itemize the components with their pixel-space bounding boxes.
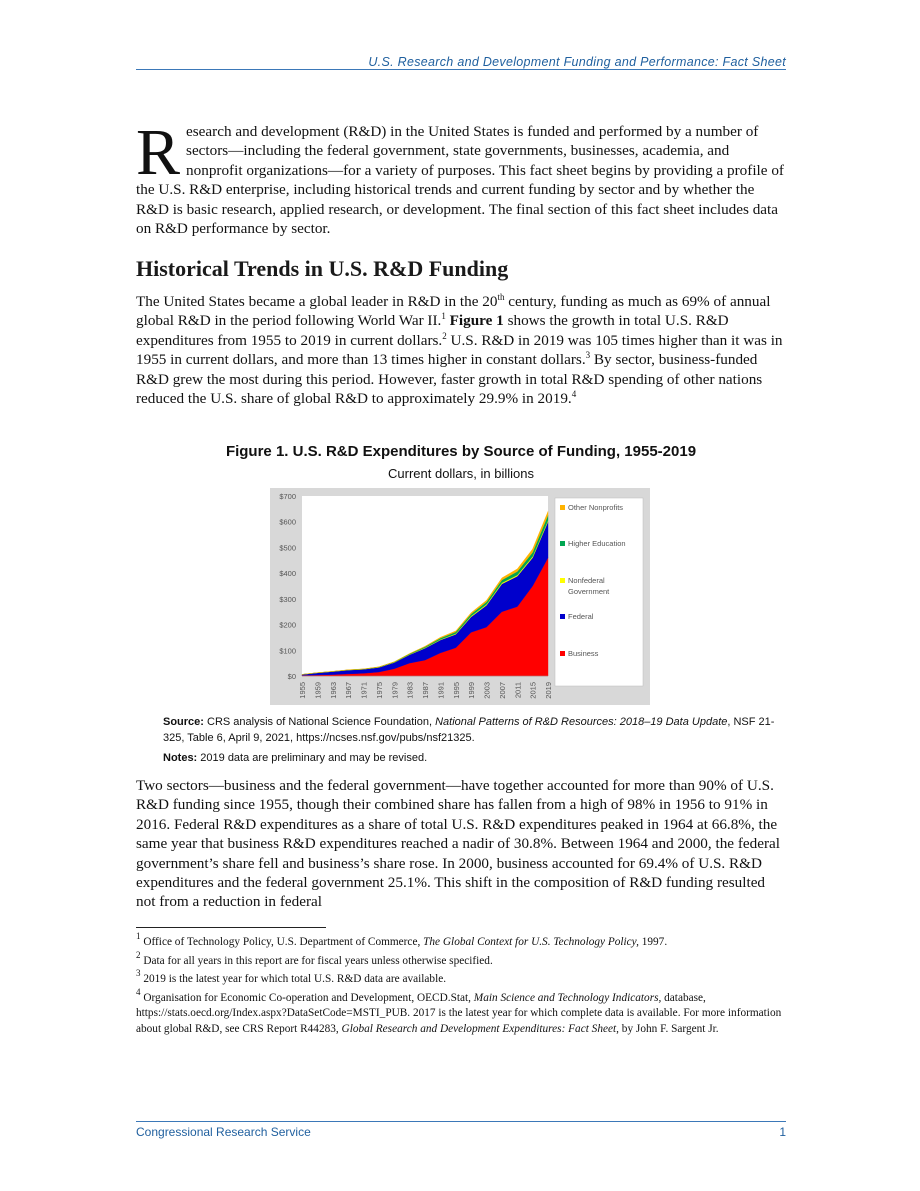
footer-org: Congressional Research Service	[136, 1125, 311, 1139]
x-tick-label: 1963	[328, 682, 338, 699]
x-tick-label: 1955	[298, 682, 307, 699]
footnote-text: 1997.	[638, 936, 668, 948]
y-tick-label: $200	[279, 620, 296, 630]
x-tick-label: 2003	[482, 682, 492, 699]
running-head: U.S. Research and Development Funding and Performance: Fact Sheet	[368, 55, 786, 69]
footnote-num: 2	[136, 949, 141, 960]
x-tick-label: 2015	[528, 682, 538, 699]
x-tick-label: 2011	[513, 682, 523, 699]
p1-text-d: shows the growth in total U.S. R&D expenditures from 1955 to 2019 in current dollars.	[136, 312, 729, 349]
footnotes	[136, 931, 786, 1040]
x-tick-label: 1979	[390, 682, 400, 699]
footnote-text: Office of Technology Policy, U.S. Department of Commerce,	[143, 936, 424, 948]
y-tick-label: $300	[279, 594, 296, 604]
chart-container	[270, 488, 650, 705]
legend-swatch	[560, 541, 565, 546]
legend-swatch	[560, 614, 565, 619]
footnote-ref-4[interactable]: 4	[571, 389, 577, 400]
p1-text-f: By sector, business-funded R&D grew the most during this period. However, faster growth in total R&D spending of other nations reduced the U.S. share of global R&D to approximately 29.9% in 2019.	[136, 351, 763, 408]
footnote-ref-2[interactable]: 2	[442, 330, 447, 341]
legend-swatch	[560, 505, 565, 510]
x-tick-label: 1999	[467, 682, 477, 699]
footnote-italic: The Global Context for U.S. Technology Policy,	[423, 936, 639, 948]
x-tick-label: 1971	[359, 682, 369, 699]
legend-label: Federal	[568, 612, 594, 621]
p1-text-b: century, funding as much as 69% of annual global R&D in the period following World War II.	[136, 293, 771, 330]
y-tick-label: $700	[279, 492, 296, 501]
page-number: 1	[779, 1125, 786, 1139]
paragraph-2: Two sectors—business and the federal government—have together accounted for more than 90% of U.S. R&D funding since 1955, though their combined share has fallen from a high of 98% in 1956 to 91% in 2016. Federal R&D expenditures as a share of total U.S. R&D expenditures peaked in 1964 at 66.8%, the same year that business R&D expenditures reached a nadir of 30.8%. Between 1964 and 2000, the federal government’s share fell and business’s share rose. In 2000, business accounted for 69.4% of U.S. R&D expenditures and the federal government 25.1%. This shift in the composition of R&D funding resulted not from a reduction in federal	[136, 777, 780, 911]
legend-label: Nonfederal	[568, 576, 605, 585]
section-heading: Historical Trends in U.S. R&D Funding	[136, 256, 509, 281]
figure-notes	[163, 752, 427, 764]
footnote-2	[136, 949, 786, 970]
legend-swatch	[560, 578, 565, 583]
footnote-text: Data for all years in this report are for fiscal years unless otherwise specified.	[143, 954, 493, 967]
notes-label: Notes:	[163, 752, 198, 764]
drop-cap: R	[136, 116, 181, 189]
legend-label: Other Nonprofits	[568, 503, 624, 512]
stacked-area-chart	[270, 488, 650, 705]
x-tick-label: 1975	[374, 682, 384, 699]
p1-text-e: U.S. R&D in 2019 was 105 times higher than it was in 1955 in current dollars, and more than 13 times higher in constant dollars.	[136, 331, 783, 369]
footnote-num: 4	[136, 986, 141, 997]
y-tick-label: $400	[279, 569, 296, 579]
y-tick-label: $0	[287, 672, 296, 681]
footnote-text: , by John F. Sargent Jr.	[616, 1022, 719, 1035]
x-tick-label: 1983	[405, 682, 415, 699]
y-tick-label: $500	[279, 543, 296, 553]
figure-1-ref[interactable]: Figure 1	[449, 312, 504, 330]
footnote-text: Organisation for Economic Co-operation and Development, OECD.Stat,	[143, 991, 474, 1004]
y-tick-label: $100	[279, 646, 296, 656]
figure-source	[163, 714, 783, 746]
footnote-italic: Main Science and Technology Indicators,	[473, 991, 662, 1004]
x-tick-label: 2019	[544, 682, 553, 699]
p1-text-a: The United States became a global leader in R&D in the 20	[136, 293, 498, 310]
x-tick-label: 1967	[344, 682, 354, 699]
x-tick-label: 1987	[421, 682, 430, 699]
footnote-rule	[136, 927, 326, 928]
p1-sup-th: th	[497, 292, 505, 302]
footnote-num: 3	[136, 968, 141, 978]
footnote-text: database, https://stats.oecd.org/Index.aspx?DataSetCode=MSTI_PUB. 2017 is the latest year for which complete data is available. For more information about global R&D, see CRS Report R44283,	[136, 991, 782, 1035]
legend-label: Business	[568, 649, 599, 658]
footnote-4	[136, 986, 786, 1038]
figure-title: Figure 1. U.S. R&D Expenditures by Source of Funding, 1955-2019	[225, 443, 697, 460]
legend-label: Government	[568, 587, 610, 596]
footnote-3	[136, 968, 786, 988]
footnote-italic: Global Research and Development Expenditures: Fact Sheet	[341, 1022, 617, 1035]
y-tick-label: $600	[279, 517, 296, 527]
x-tick-label: 1991	[436, 682, 446, 699]
intro-text: esearch and development (R&D) in the United States is funded and performed by a number of sectors—including the federal government, state governments, businesses, academia, and nonprofit organizations—for a variety of purposes. This fact sheet begins by providing a profile of the U.S. R&D enterprise, including historical trends and current funding by sector and by whether the R&D is basic research, applied research, or development. The final section of this fact sheet includes data on R&D performance by sector.	[136, 123, 784, 238]
x-tick-label: 1995	[451, 682, 461, 699]
legend-swatch	[560, 651, 565, 656]
source-label: Source:	[163, 716, 204, 728]
source-text-a: CRS analysis of National Science Foundation,	[203, 716, 436, 728]
footnote-ref-1[interactable]: 1	[441, 311, 446, 322]
figure-subtitle: Current dollars, in billions	[388, 466, 534, 481]
source-publication: National Patterns of R&D Resources: 2018–19 Data Update	[435, 716, 728, 728]
x-tick-label: 1959	[313, 682, 323, 699]
paragraph-1	[136, 292, 786, 408]
header-rule	[136, 69, 786, 70]
footer-rule	[136, 1121, 786, 1122]
legend-label: Higher Education	[568, 539, 626, 548]
footnote-1	[136, 931, 786, 951]
footnote-num: 1	[136, 931, 141, 941]
intro-paragraph	[136, 116, 786, 238]
source-text-b: , NSF 21-325, Table 6, April 9, 2021, https://ncses.nsf.gov/pubs/nsf21325.	[163, 716, 775, 744]
x-tick-label: 2007	[497, 682, 507, 699]
footnote-ref-3[interactable]: 3	[585, 350, 591, 361]
footnote-text: 2019 is the latest year for which total U.S. R&D data are available.	[143, 973, 447, 985]
notes-text: 2019 data are preliminary and may be revised.	[197, 752, 428, 764]
